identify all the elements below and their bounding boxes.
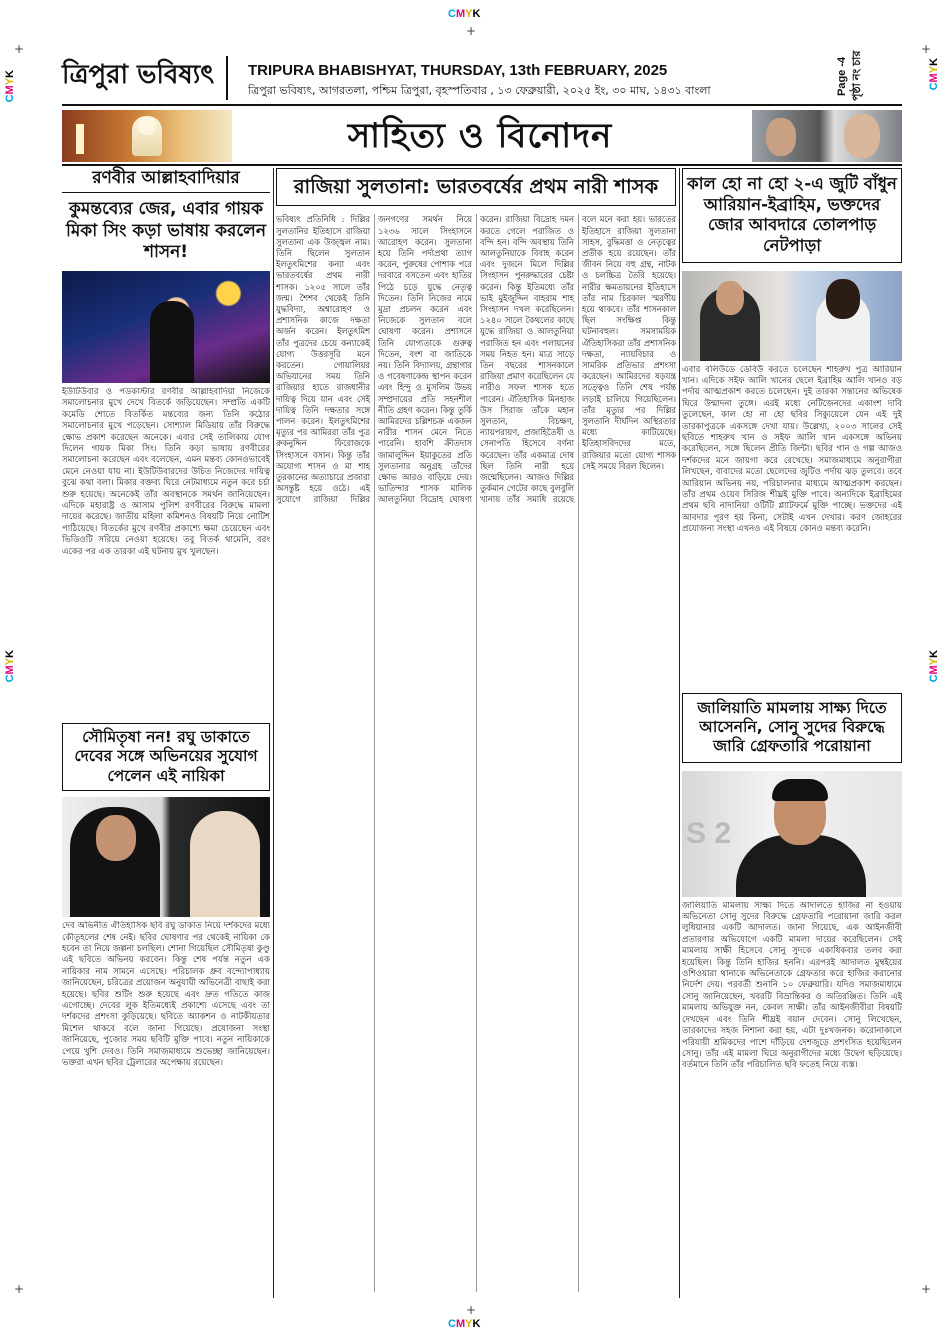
singer-photo — [62, 271, 270, 383]
actor-face — [826, 279, 860, 319]
actor-face — [716, 281, 744, 315]
newspaper-logo: ত্রিপুরা ভবিষ্যৎ — [62, 56, 228, 100]
statue-image — [132, 116, 162, 156]
actor-photo — [682, 771, 902, 897]
registration-mark-right-middle: CMYK — [928, 650, 940, 683]
lead-story-headline[interactable]: রাজিয়া সুলতানা: ভারতবর্ষের প্রথম নারী শাসক — [276, 168, 676, 206]
column-divider — [679, 168, 680, 1298]
banner-rule — [62, 164, 902, 166]
masthead-dateline: ত্রিপুরা ভবিষ্যৎ, আগরতলা, পশ্চিম ত্রিপুরা, বৃহস্পতিবার , ১৩ ফেব্রুয়ারী, ২০২৫ ইং, ৩০ মাঘ, ১৪৩১ বাংলা — [248, 84, 711, 97]
crosshair-icon: + — [921, 1282, 932, 1296]
registration-mark-left: CMYK — [4, 70, 16, 103]
banner-photo-right — [752, 110, 902, 162]
story-body: দেব অভিনীত ঐতিহাসিক ছবি রঘু ডাকাত নিয়ে দর্শকদের মধ্যে কৌতূহলের শেষ নেই। ছবির ঘোষণার পর থেকেই নায়িকা কে হবেন তা নিয়ে জল্পনা চলছিল। শোনা গিয়েছিল সৌমিতৃষা কুণ্ডু এই ছবিতে অভিনয় করবেন। কিন্তু শেষ পর্যন্ত নতুন এক নায়িকার নাম সামনে এসেছে। পরিচালক ধ্রুব বন্দ্যোপাধ্যায় জানিয়েছেন, চরিত্রের প্রয়োজন অনুযায়ী অভিনেত্রী বাছাই করা হয়েছে। ছবির শুটিং শুরু হয়েছে এবং দ্রুত গতিতে কাজ এগোচ্ছে। দেবের লুক ইতিমধ্যেই প্রকাশ্যে এসেছে এবং তা দর্শকদের প্রশংসা কুড়িয়েছে। ছবিতে অ্যাকশন ও নাটকীয়তার মিশেল থাকবে বলে জানা গিয়েছে। প্রযোজনা সংস্থা জানিয়েছে, পুজোর সময় ছবিটি মুক্তি পাবে। নতুন নায়িকাকে পেয়ে খুশি দেবও। তিনি সমাজমাধ্যমে শুভেচ্ছা জানিয়েছেন। ভক্তরা এখন ছবির ট্রেলারের অপেক্ষায় রয়েছেন। — [62, 921, 270, 1068]
registration-mark-bottom: CMYK — [448, 1318, 481, 1330]
actress-figure — [190, 811, 260, 917]
actor-face — [766, 118, 796, 156]
singer-figure — [150, 301, 194, 383]
actors-photo — [62, 797, 270, 917]
section-banner — [62, 110, 902, 162]
banner-photo-left — [62, 110, 232, 162]
registration-mark-left-middle: CMYK — [4, 650, 16, 683]
story-headline[interactable]: জালিয়াতি মামলায় সাক্ষ্য দিতে আসেননি, সোনু সুদের বিরুদ্ধে জারি গ্রেফতারি পরোয়ানা — [682, 693, 902, 763]
story-kicker: রণবীর আল্লাহবাদিয়ার — [62, 168, 270, 193]
right-column — [682, 168, 902, 1273]
story-body: জালিয়াতি মামলায় সাক্ষ্য দিতে আদালতে হাজির না হওয়ায় অভিনেতা সোনু সুদের বিরুদ্ধে গ্রেফতারি পরোয়ানা জারি করল লুধিয়ানার একটি আদালত। জানা গিয়েছে, এক আইনজীবী প্রতারণার অভিযোগে একটি মামলা দায়ের করেছিলেন। সেই মামলায় সাক্ষী হিসেবে সোনু সুদকে একাধিকবার তলব করা হয়েছিল। কিন্তু তিনি হাজির হননি। এরপরই আদালত মুম্বইয়ের ওশিওয়ারা থানাকে অভিনেতাকে গ্রেফতার করে হাজির করানোর নির্দেশ দেয়। পরবর্তী শুনানি ১০ ফেব্রুয়ারি। যদিও সমাজমাধ্যমে সোনু জানিয়েছেন, খবরটি বিভ্রান্তিকর ও অতিরঞ্জিত। তিনি এই মামলায় অভিযুক্ত নন, কেবল সাক্ষী। তাঁর আইনজীবীরা বিষয়টি দেখছেন এবং তিনি শীঘ্রই বয়ান দেবেন। সোনু লিখেছেন, তারকাদের সহজ নিশানা করা হয়, এটা দুঃখজনক। করোনাকালে পরিযায়ী শ্রমিকদের পাশে দাঁড়িয়ে দেশজুড়ে প্রশংসিত হয়েছিলেন সোনু। তাঁর এই মামলা ঘিরে অনুরাগীদের মধ্যে উদ্বেগ ছড়িয়েছে। বর্তমানে তিনি তাঁর পরিচালিত ছবি ফতেহ নিয়ে ব্যস্ত। — [682, 900, 902, 1071]
column-divider — [273, 168, 274, 1298]
story-headline[interactable]: সৌমিতৃষা নন! রঘু ডাকাতে দেবের সঙ্গে অভিনয়ের সুযোগ পেলেন এই নায়িকা — [62, 723, 270, 791]
story-body: এবার বলিউডে ডেবিউ করতে চলেছেন শাহরুখ পুত্র আরিয়ান খান। এদিকে সইফ আলি খানের ছেলে ইব্রাহিম আলি খানও বড় পর্দায় আত্মপ্রকাশ করতে চলেছেন। দুই তারকা সন্তানের অভিষেক ঘিরে উন্মাদনা তুঙ্গে। এরই মধ্যে নেটিজেনদের একাংশ দাবি তুলেছেন, কাল হো না হো ছবির সিক্যুয়েলে যেন এই দুই তারকাপুত্রকে একসঙ্গে দেখা যায়। উল্লেখ্য, ২০০৩ সালের সেই ছবিতে শাহরুখ খান ও সইফ আলি খান একসঙ্গে অভিনয় করেছিলেন, সঙ্গে ছিলেন প্রীতি জিন্টা। ছবির গান ও গল্প আজও দর্শকদের মনে জায়গা করে রেখেছে। সমাজমাধ্যমে অনুরাগীরা লিখছেন, বাবাদের মতো ছেলেদের জুটিও পর্দায় ঝড় তুলবে। তবে আরিয়ান অভিনয় নয়, পরিচালনার মাধ্যমে আত্মপ্রকাশ করছেন। তাঁর প্রথম ওয়েব সিরিজ শীঘ্রই মুক্তি পাবে। অন্যদিকে ইব্রাহিমের প্রথম ছবি নাদানিয়া ওটিটি প্ল্যাটফর্মে মুক্তি পাচ্ছে। ভক্তদের এই আবদার পূরণ হয় কিনা, সেটাই এখন দেখার। করণ জোহরের প্রযোজনা সংস্থা এখনও এই বিষয়ে কোনও মন্তব্য করেনি। — [682, 364, 902, 535]
backdrop-graphic: S 2 — [686, 816, 732, 850]
section-title: সাহিত্য ও বিনোদন — [347, 116, 613, 156]
actor-hair — [772, 779, 828, 801]
registration-mark-right: CMYK — [928, 58, 940, 91]
crosshair-icon: + — [466, 1303, 477, 1317]
crosshair-icon: + — [14, 42, 25, 56]
lead-story-body: ভবিষ্যৎ প্রতিনিধি : দিল্লির সুলতানির ইতিহাসে রাজিয়া সুলতানা এক উজ্জ্বল নাম। তিনি ছিলেন সুলতান ইলতুৎমিশের কন্যা এবং ভারতবর্ষের প্রথম নারী শাসক। ১২০৫ সালে তাঁর জন্ম। শৈশব থেকেই তিনি যুদ্ধবিদ্যা, অশ্বারোহণ ও প্রশাসনিক কাজে দক্ষতা অর্জন করেন। ইলতুৎমিশ তাঁর পুত্রদের চেয়ে কন্যাকেই যোগ্য উত্তরসূরি মনে করতেন। গোয়ালিয়র অভিযানের সময় তিনি রাজিয়ার হাতে রাজধানীর দায়িত্ব দিয়ে যান এবং সেই দায়িত্ব তিনি দক্ষতার সঙ্গে পালন করেন। ইলতুৎমিশের মৃত্যুর পর আমিররা তাঁর পুত্র রুকনুদ্দিন ফিরোজকে সিংহাসনে বসান। কিন্তু তাঁর অযোগ্য শাসন ও মা শাহ তুরকানের অত্যাচারে প্রজারা অসন্তুষ্ট হয়ে ওঠে। এই সুযোগে রাজিয়া দিল্লির জনগণের সমর্থন নিয়ে ১২৩৬ সালে সিংহাসনে আরোহণ করেন। সুলতানা হয়ে তিনি পর্দাপ্রথা ত্যাগ করেন, পুরুষের পোশাক পরে দরবারে বসতেন এবং হাতির পিঠে চড়ে যুদ্ধে নেতৃত্ব দিতেন। তিনি নিজের নামে মুদ্রা প্রচলন করেন এবং নিজেকে সুলতান বলে ঘোষণা করেন। প্রশাসনে তিনি যোগ্যতাকে গুরুত্ব দিতেন, বংশ বা জাতিকে নয়। তিনি বিদ্যালয়, গ্রন্থাগার ও গবেষণাকেন্দ্র স্থাপন করেন এবং হিন্দু ও মুসলিম উভয় সম্প্রদায়ের প্রতি সহনশীল নীতি গ্রহণ করেন। কিন্তু তুর্কি আমিরদের চল্লিশচক্র একজন নারীর শাসন মেনে নিতে পারেনি। হাবশি ক্রীতদাস জামালুদ্দিন ইয়াকুতের প্রতি সুলতানার অনুগ্রহ তাঁদের ক্ষোভ আরও বাড়িয়ে দেয়। ভাতিন্দার শাসক মালিক আলতুনিয়া বিদ্রোহ ঘোষণা করেন। রাজিয়া বিদ্রোহ দমন করতে গেলে পরাজিত ও বন্দি হন। বন্দি অবস্থায় তিনি আলতুনিয়াকে বিবাহ করেন এবং দুজনে মিলে দিল্লির সিংহাসন পুনরুদ্ধারের চেষ্টা করেন। কিন্তু ইতিমধ্যে তাঁর ভাই মুইজুদ্দিন বাহরাম শাহ সিংহাসন দখল করেছিলেন। ১২৪০ সালে কৈথলের কাছে যুদ্ধে রাজিয়া ও আলতুনিয়া পরাজিত হন এবং পলায়নের সময় নিহত হন। মাত্র সাড়ে তিন বছরের শাসনকালে রাজিয়া প্রমাণ করেছিলেন যে নারীও সফল শাসক হতে পারেন। ঐতিহাসিক মিনহাজ উস সিরাজ তাঁকে মহান সুলতান, বিচক্ষণ, ন্যায়পরায়ণ, প্রজাহিতৈষী ও সেনাপতি হিসেবে বর্ণনা করেছেন। তাঁর একমাত্র দোষ ছিল তিনি নারী হয়ে জন্মেছিলেন। আজও দিল্লির তুর্কমান গেটের কাছে বুলবুলি খানায় তাঁর সমাধি রয়েছে বলে মনে করা হয়। ভারতের ইতিহাসে রাজিয়া সুলতানা সাহস, বুদ্ধিমত্তা ও নেতৃত্বের প্রতীক হয়ে রয়েছেন। তাঁর জীবন নিয়ে বহু গ্রন্থ, নাটক ও চলচ্চিত্র তৈরি হয়েছে। নারীর ক্ষমতায়নের ইতিহাসে তাঁর নাম চিরকাল স্মরণীয় হয়ে থাকবে। তাঁর শাসনকাল ছিল সংক্ষিপ্ত কিন্তু ঘটনাবহুল। সমসাময়িক ঐতিহাসিকরা তাঁর প্রশাসনিক দক্ষতা, ন্যায়বিচার ও সামরিক প্রতিভার প্রশংসা করেছেন। আমিরদের ষড়যন্ত্র সত্ত্বেও তিনি শেষ পর্যন্ত লড়াই চালিয়ে গিয়েছিলেন। তাঁর মৃত্যুর পর দিল্লির সুলতানি দীর্ঘদিন অস্থিরতার মধ্যে কাটিয়েছে। ইতিহাসবিদদের মতে, রাজিয়ার মতো যোগ্য শাসক সেই সময়ে বিরল ছিলেন। — [276, 214, 676, 505]
actors-photo — [682, 271, 902, 361]
page-number: Page -4 পৃষ্ঠা নং চার — [836, 50, 863, 102]
story-body: ইউটিউবার ও পডকাস্টার রণবীর আল্লাহবাদিয়া নিজেকে সমালোচনার মুখে দেখে বিতর্কে জড়িয়েছেন। সম্প্রতি একটি কমেডি শোতে বিতর্কিত মন্তব্যের জন্য তিনি কঠোর সমালোচনার মুখে পড়েছেন। সোশ্যাল মিডিয়ায় তাঁর বিরুদ্ধে ক্ষোভ প্রকাশ করেছেন অনেকে। এবার সেই তালিকায় যোগ দিলেন গায়ক মিকা সিং। তিনি কড়া ভাষায় রণবীরের সমালোচনা করেছেন এবং বলেছেন, এমন মন্তব্য কোনওভাবেই মেনে নেওয়া যায় না। ইউটিউবারদের উচিত নিজেদের দায়িত্ব বুঝে কথা বলা। মিকার বক্তব্য ঘিরে নেটমাধ্যমে নতুন করে চর্চা শুরু হয়েছে। অনেকেই তাঁর অবস্থানকে সমর্থন জানিয়েছেন। এদিকে মহারাষ্ট্র ও আসাম পুলিশ রণবীরের বিরুদ্ধে মামলা দায়ের করেছে। জাতীয় মহিলা কমিশনও বিষয়টি নিয়ে নোটিশ পাঠিয়েছে। বিতর্কের মুখে রণবীর প্রকাশ্যে ক্ষমা চেয়েছেন এবং ভিডিওটি সরিয়ে নেওয়া হয়েছে। তবু বিতর্ক থামেনি, বরং একের পর এক তারকা এই ঘটনায় মুখ খুলছেন। — [62, 387, 270, 557]
masthead-rule — [62, 104, 902, 106]
middle-column — [276, 168, 676, 1292]
story-headline[interactable]: কাল হো না হো ২-এ জুটি বাঁধুন আরিয়ান-ইব্রাহিম, ভক্তদের জোর আবদারে তোলপাড় নেটপাড়া — [682, 168, 902, 263]
registration-mark-top: CMYK — [448, 8, 481, 20]
actor-face — [844, 114, 880, 158]
story-headline[interactable]: কুমন্তব্যের জের, এবার গায়ক মিকা সিং কড়া ভাষায় করলেন শাসন! — [66, 199, 266, 262]
crosshair-icon: + — [921, 42, 932, 56]
masthead-title: TRIPURA BHABISHYAT, THURSDAY, 13th FEBRUARY, 2025 — [248, 62, 668, 79]
left-column — [62, 168, 270, 1251]
candle-icon — [76, 124, 84, 154]
crosshair-icon: + — [466, 24, 477, 38]
crosshair-icon: + — [14, 1282, 25, 1296]
actor-face — [96, 815, 136, 861]
masthead — [62, 50, 902, 104]
